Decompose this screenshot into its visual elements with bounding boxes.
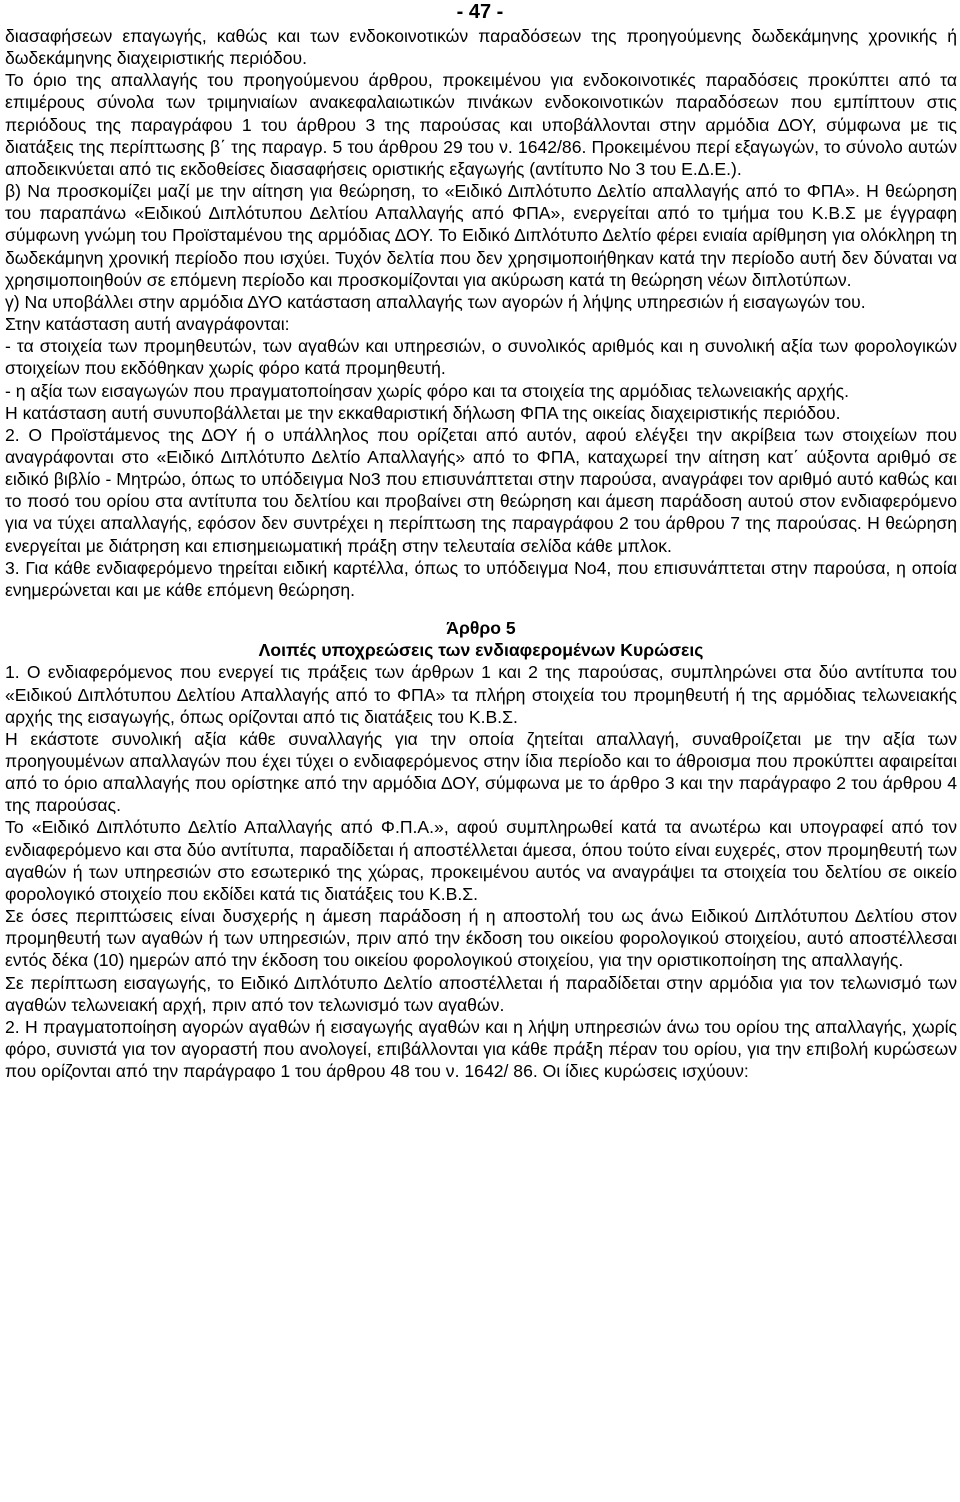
paragraph: Η κατάσταση αυτή συνυποβάλλεται με την εκκαθαριστική δήλωση ΦΠΑ της οικείας διαχειριστικής περιόδου. [5,402,841,423]
paragraph: β) Να προσκομίζει μαζί με την αίτηση για θεώρηση, το «Ειδικό Διπλότυπο Δελτίο απαλλαγής από το ΦΠΑ». Η θεώρηση του παραπάνω «Ειδικού Διπλότυπου Δελτίου Απαλλαγής από ΦΠΑ», ενεργείται από το τμήμα του Κ.Β.Σ με έγγραφη σύμφωνη γνώμη του Προϊσταμένου της αρμόδιας ΔΟΥ. Το Ειδικό Διπλότυπο Δελτίο φέρει ενιαία αρίθμηση για ολόκληρη τη δωδεκάμηνη χρονική περίοδο που ισχύει. Τυχόν δελτία που δεν χρησιμοποιήθηκαν κατά την περίοδο αυτή δεν δύναται να χρησιμοποιηθούν σε επόμενη περίοδο και προσκομίζονται για ακύρωση κατά τη θεώρηση νέων διπλοτύπων. [5,181,957,290]
document-body [5,25,957,1082]
paragraph: Η εκάστοτε συνολική αξία κάθε συναλλαγής για την οποία ζητείται απαλλαγή, συναθροίζεται με την αξία των προηγουμένων απαλλαγών που έχει τύχει ο ενδιαφερόμενος στην ίδια περίοδο και το άθροισμα που προκύπτει αφαιρείται από το όριο απαλλαγής που ορίστηκε από την αρμόδια ΔΟΥ, σύμφωνα με το άρθρο 3 και την παράγραφο 2 του άρθρου 4 της παρούσας. [5,728,957,816]
paragraph: 3. Για κάθε ενδιαφερόμενο τηρείται ειδική καρτέλλα, όπως το υπόδειγμα Νο4, που επισυνάπτεται στην παρούσα, η οποία ενημερώνεται και με κάθε επόμενη θεώρηση. [5,557,957,600]
paragraph: Το όριο της απαλλαγής του προηγούμενου άρθρου, προκειμένου για ενδοκοινοτικές παραδόσεις προκύπτει από τα επιμέρους σύνολα των τριμηνιαίων ανακεφαλαιωτικών πινάκων ενδοκοινοτικών παραδόσεων που εμπίπτουν στις περιόδους της παραγράφου 1 του άρθρου 3 της παρούσας και υποβάλλονται στην αρμόδια ΔΟΥ, σύμφωνα με τις διατάξεις της περίπτωσης β΄ της παραγρ. 5 του άρθρου 29 του ν. 1642/86. Προκειμένου περί εξαγωγών, το σύνολο αυτών αποδεικνύεται από τις εκδοθείσες διασαφήσεις οριστικής εξαγωγής (αντίτυπο Νο 3 του Ε.Δ.Ε.). [5,70,957,179]
paragraph: γ) Να υποβάλλει στην αρμόδια ΔΥΟ κατάσταση απαλλαγής των αγορών ή λήψης υπηρεσιών ή εισαγωγών του. [5,291,866,312]
article-subtitle: Λοιπές υποχρεώσεις των ενδιαφερομένων Κυρώσεις [258,640,704,661]
paragraph: διασαφήσεων επαγωγής, καθώς και των ενδοκοινοτικών παραδόσεων της προηγούμενης δωδεκάμηνης χρονικής ή δωδεκάμηνης διαχειριστικής περιόδου. [5,26,957,69]
article-title: Άρθρο 5 [446,618,516,639]
paragraph: Το «Ειδικό Διπλότυπο Δελτίο Απαλλαγής από Φ.Π.Α.», αφού συμπληρωθεί κατά τα ανωτέρω και υπογραφεί από τον ενδιαφερόμενο και στα δύο αντίτυπα, παραδίδεται ή αποστέλλεται άμεσα, όπου τούτο είναι ευχερές, στον προμηθευτή των αγαθών ή των υπηρεσιών στο εσωτερικό της χώρας, προκειμένου αυτός να αναγράψει τα στοιχεία του δελτίου σε οικείο φορολογικό στοιχείο που εκδίδει κατά τις διατάξεις του Κ.Β.Σ. [5,817,957,904]
paragraph: 2. Ο Προϊστάμενος της ΔΟΥ ή ο υπάλληλος που ορίζεται από αυτόν, αφού ελέγξει την ακρίβεια των στοιχείων που αναγράφονται στο «Ειδικό Διπλότυπο Δελτίο Απαλλαγής» από το ΦΠΑ, καταχωρεί την αίτηση κατ΄ αύξοντα αριθμό σε ειδικό βιβλίο - Μητρώο, όπως το υπόδειγμα Νο3 που επισυνάπτεται στην παρούσα, αναγράφει τον αριθμό αυτό καθώς και το ποσό του ορίου στα αντίτυπα του δελτίου και προβαίνει στη θεώρηση και άμεση παράδοση αυτού στον ενδιαφερόμενο για να τύχει απαλλαγής, εφόσον δεν συντρέχει η περίπτωση της παραγράφου 2 του άρθρου 7 της παρούσας. Η θεώρηση ενεργείται με διάτρηση και επισημειωματική πράξη στην τελευταία σελίδα κάθε μπλοκ. [5,424,957,556]
page-number: - 47 - [456,1,504,23]
paragraph: Σε όσες περιπτώσεις είναι δυσχερής η άμεση παράδοση ή η αποστολή του ως άνω Ειδικού Διπλότυπου Δελτίου στον προμηθευτή των αγαθών ή των υπηρεσιών, πριν από την έκδοση του οικείου φορολογικού στοιχείου, αυτό αποστέλλεσαι εντός δέκα (10) ημερών από την έκδοση του οικείου φορολογικού στοιχείου, για την οριστικοποίηση της απαλλαγής. [5,906,957,971]
paragraph: 2. Η πραγματοποίηση αγορών αγαθών ή εισαγωγής αγαθών και η λήψη υπηρεσιών άνω του ορίου της απαλλαγής, χωρίς φόρο, συνιστά για τον αγοραστή που ανολογεί, επιβάλλονται για κάθε πράξη πέραν του ορίου, για την επιβολή κυρώσεων που ορίζονται από την παράγραφο 1 του άρθρου 48 του ν. 1642/ 86. Οι ίδιες κυρώσεις ισχύουν: [5,1016,957,1082]
paragraph: Σε περίπτωση εισαγωγής, το Ειδικό Διπλότυπο Δελτίο αποστέλλεται ή παραδίδεται στην αρμόδια για τον τελωνισμό των αγαθών τελωνειακή αρχή, πριν από τον τελωνισμό των αγαθών. [5,972,957,1015]
paragraph: - η αξία των εισαγωγών που πραγματοποίησαν χωρίς φόρο και τα στοιχεία της αρμόδιας τελωνειακής αρχής. [5,380,850,401]
paragraph: 1. Ο ενδιαφερόμενος που ενεργεί τις πράξεις των άρθρων 1 και 2 της παρούσας, συμπληρώνει στα δύο αντίτυπα του «Ειδικού Διπλότυπου Δελτίου Απαλλαγής από το ΦΠΑ» τα πλήρη στοιχεία του προμηθευτή ή της αρμόδιας τελωνειακής αρχής της εισαγωγής, όπως ορίζονται από τις διατάξεις του Κ.Β.Σ. [5,662,957,727]
paragraph: - τα στοιχεία των προμηθευτών, των αγαθών και υπηρεσιών, ο συνολικός αριθμός και η συνολική αξία των φορολογικών στοιχείων που εκδόθηκαν χωρίς φόρο κατά προμηθευτή. [5,336,957,379]
paragraph: Στην κατάσταση αυτή αναγράφονται: [5,314,290,335]
